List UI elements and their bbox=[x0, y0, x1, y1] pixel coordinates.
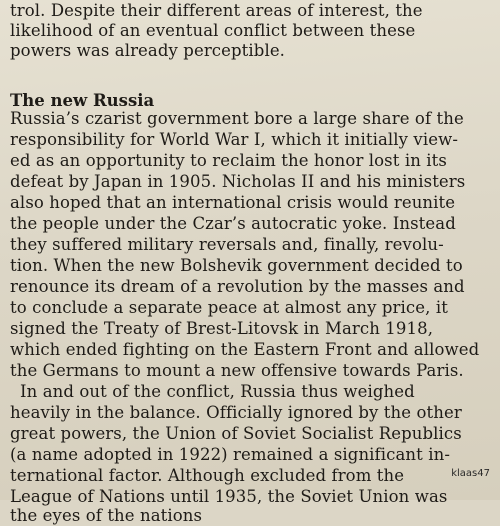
section-heading: The new Russia bbox=[10, 91, 155, 110]
paragraph1-line-4: defeat by Japan in 1905. Nicholas II and his ministers bbox=[10, 172, 466, 191]
paragraph2-line-4: (a name adopted in 1922) remained a significant in- bbox=[10, 445, 451, 464]
paragraph2-line-7: the eyes of the nations bbox=[10, 506, 203, 525]
paragraph2-line-3: great powers, the Union of Soviet Socialist Republics bbox=[10, 424, 462, 443]
paragraph1-line-11: signed the Treaty of Brest-Litovsk in March 1918, bbox=[10, 319, 434, 338]
paragraph1-line-3: ed as an opportunity to reclaim the honor lost in its bbox=[10, 151, 447, 170]
paragraph1-line-9: renounce its dream of a revolution by the masses and bbox=[10, 277, 465, 296]
paragraph1-line-6: the people under the Czar’s autocratic yoke. Instead bbox=[10, 214, 456, 233]
paragraph2-line-2: heavily in the balance. Officially ignored by the other bbox=[10, 403, 462, 422]
intro-line-1: trol. Despite their different areas of interest, the bbox=[10, 1, 423, 20]
paragraph2-line-6: League of Nations until 1935, the Soviet Union was bbox=[10, 487, 448, 506]
intro-line-3: powers was already perceptible. bbox=[10, 41, 286, 60]
paragraph1-line-1: Russia’s czarist government bore a large share of the bbox=[10, 109, 464, 128]
paragraph1-line-7: they suffered military reversals and, finally, revolu- bbox=[10, 235, 444, 254]
paragraph2-line-5: ternational factor. Although excluded from the bbox=[10, 466, 405, 485]
watermark: klaas47 bbox=[451, 468, 490, 479]
paragraph1-line-8: tion. When the new Bolshevik government decided to bbox=[10, 256, 463, 275]
paragraph1-line-13: the Germans to mount a new offensive towards Paris. bbox=[10, 361, 464, 380]
paragraph1-line-10: to conclude a separate peace at almost any price, it bbox=[10, 298, 448, 317]
paragraph1-line-12: which ended fighting on the Eastern Front and allowed bbox=[10, 340, 480, 359]
paragraph1-line-2: responsibility for World War I, which it initially view- bbox=[10, 130, 458, 149]
intro-line-2: likelihood of an eventual conflict between these bbox=[10, 21, 416, 40]
paragraph2-line-1: In and out of the conflict, Russia thus weighed bbox=[20, 382, 415, 401]
paragraph1-line-5: also hoped that an international crisis would reunite bbox=[10, 193, 456, 212]
